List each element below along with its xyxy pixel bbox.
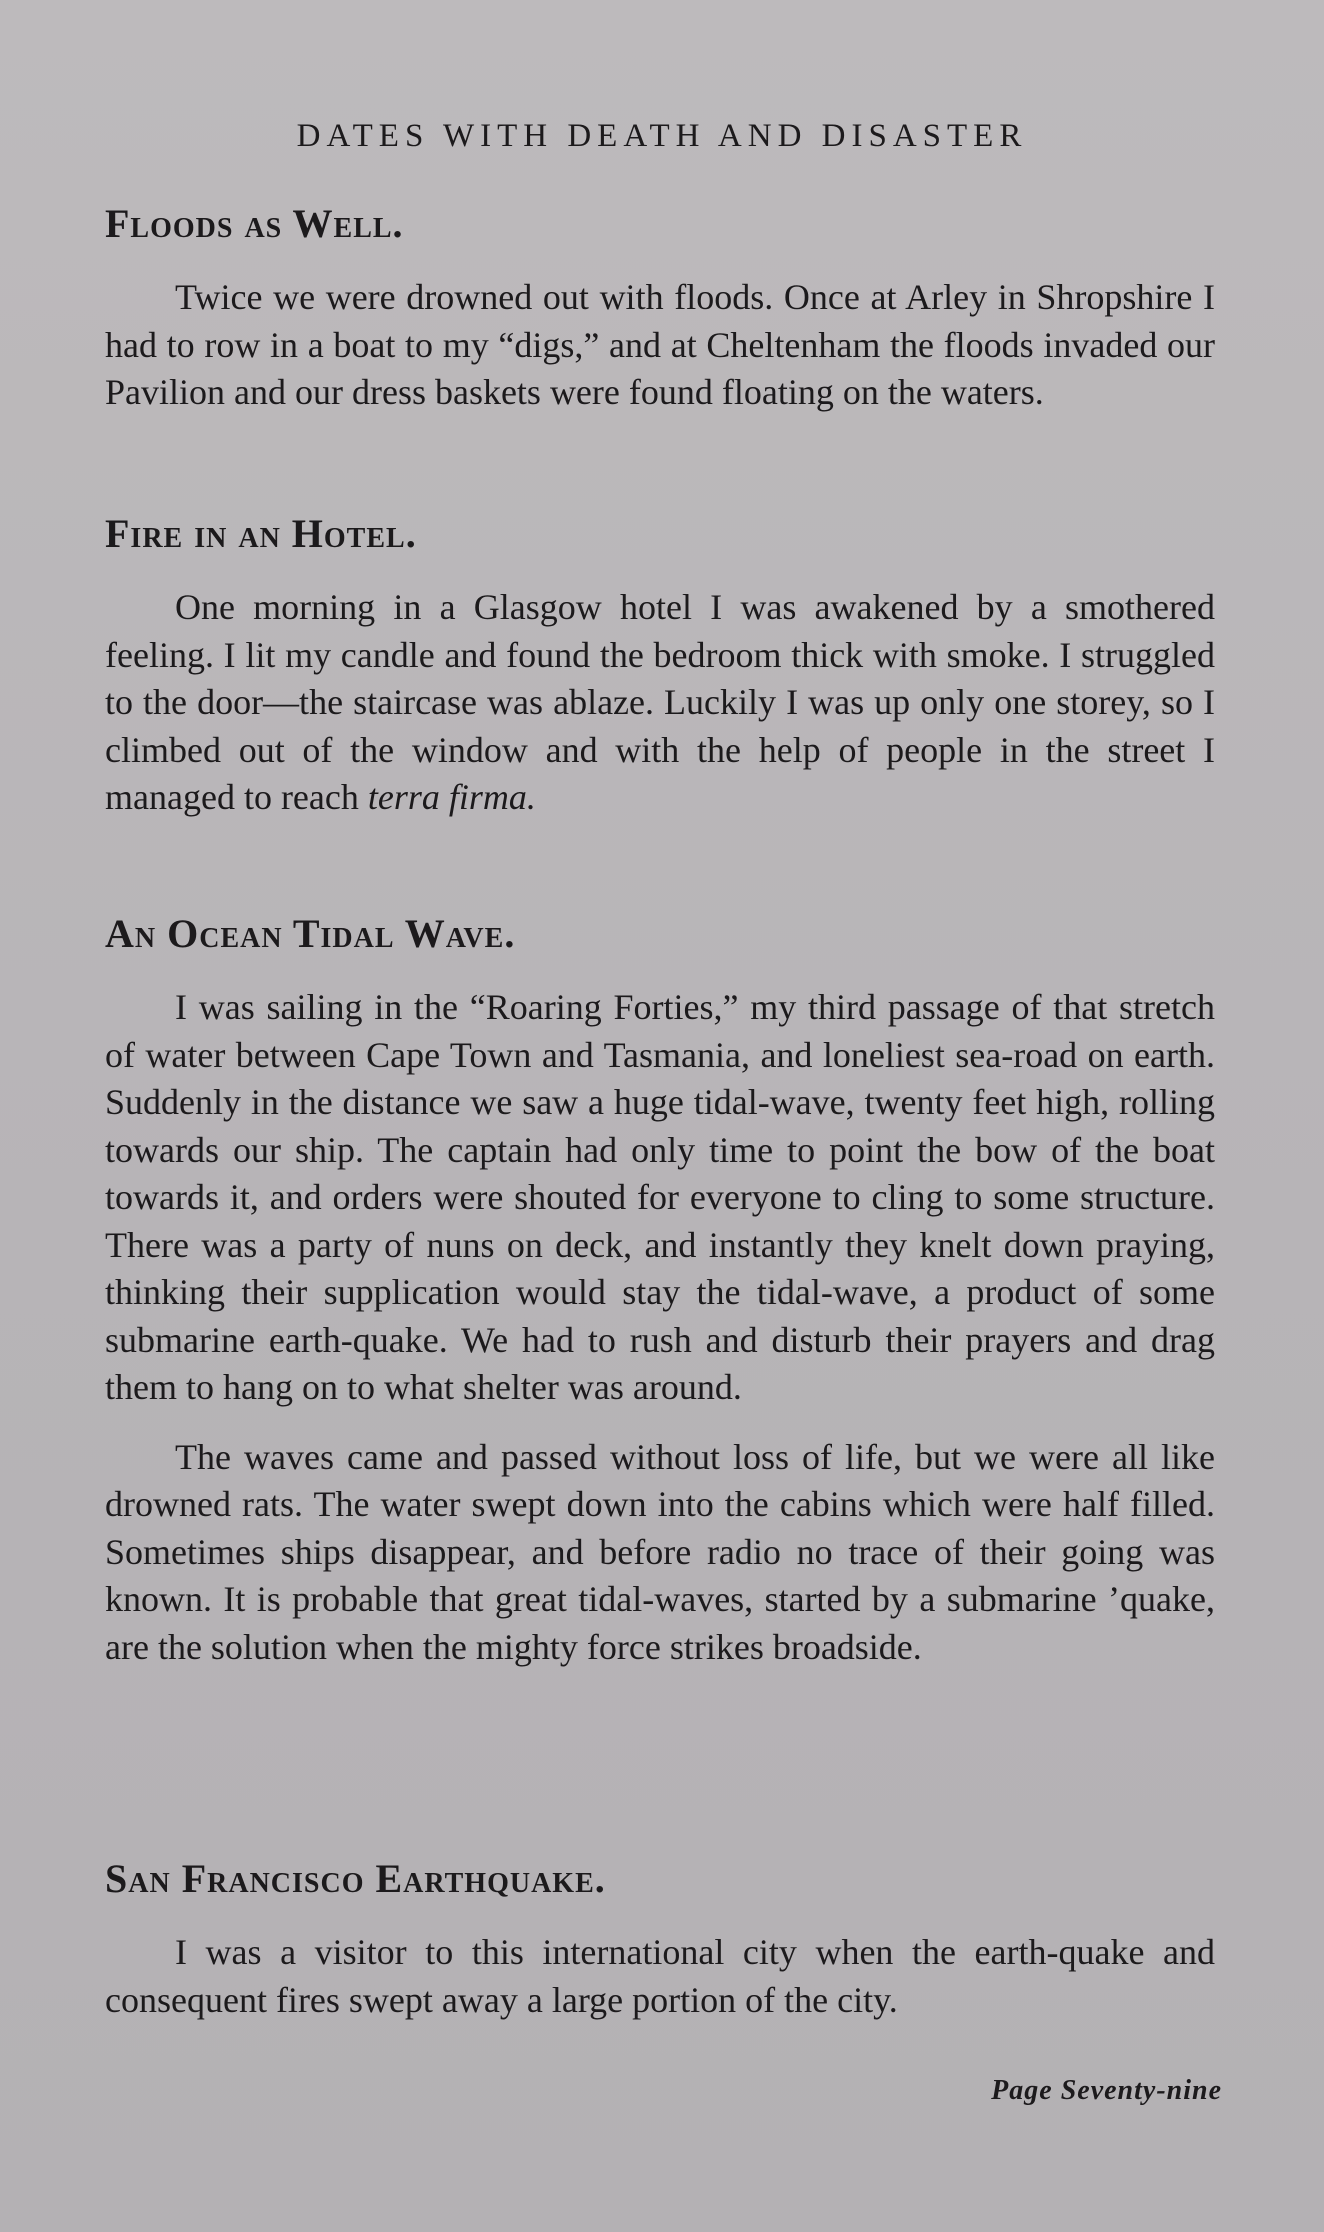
paragraph [105, 584, 1215, 822]
paragraph: Twice we were drowned out with floods. Once at Arley in Shropshire I had to row in a boat to my “digs,” and at Cheltenham the floods invaded our Pavilion and our dress baskets were found floating on the waters. [105, 277, 1215, 412]
section-heading: Fire in an Hotel. [105, 511, 417, 556]
page-number: Page Seventy-nine [991, 2075, 1222, 2106]
section-heading: An Ocean Tidal Wave. [105, 911, 516, 956]
section-floods [105, 200, 1215, 417]
italic-phrase: terra firma. [367, 777, 536, 817]
paragraph-text: One morning in a Glasgow hotel I was awakened by a smothered feeling. I lit my candle and found the bedroom thick with smoke. I struggled to the door—the staircase was ablaze. Luckily I was up only one storey, so I climbed out of the window and with the help of people in the street I managed to reach [105, 587, 1215, 817]
paragraph: I was a visitor to this international city when the earth-quake and consequent fires swept away a large portion of the city. [105, 1932, 1215, 2020]
paragraph: I was sailing in the “Roaring Forties,” my third passage of that stretch of water between Cape Town and Tasmania, and loneliest sea-road on earth. Suddenly in the distance we saw a huge tidal-wave, twenty feet high, rolling towards our ship. The captain had only time to point the bow of the boat towards it, and orders were shouted for everyone to cling to some structure. There was a party of nuns on deck, and instantly they knelt down praying, thinking their supplication would stay the tidal-wave, a product of some submarine earth-quake. We had to rush and disturb their prayers and drag them to hang on to what shelter was around. [105, 987, 1215, 1407]
section-earthquake [105, 1855, 1215, 2024]
paragraph: The waves came and passed without loss of life, but we were all like drowned rats. The water swept down into the cabins which were half filled. Sometimes ships disappear, and before radio no trace of their going was known. It is probable that great tidal-waves, started by a submarine ’quake, are the solution when the mighty force strikes broadside. [105, 1436, 1215, 1667]
section-heading: Floods as Well. [105, 201, 404, 246]
running-head: DATES WITH DEATH AND DISASTER [296, 118, 1028, 154]
section-fire [105, 510, 1215, 822]
section-heading: San Francisco Earthquake. [105, 1856, 606, 1901]
section-tidal-wave [105, 910, 1215, 1671]
